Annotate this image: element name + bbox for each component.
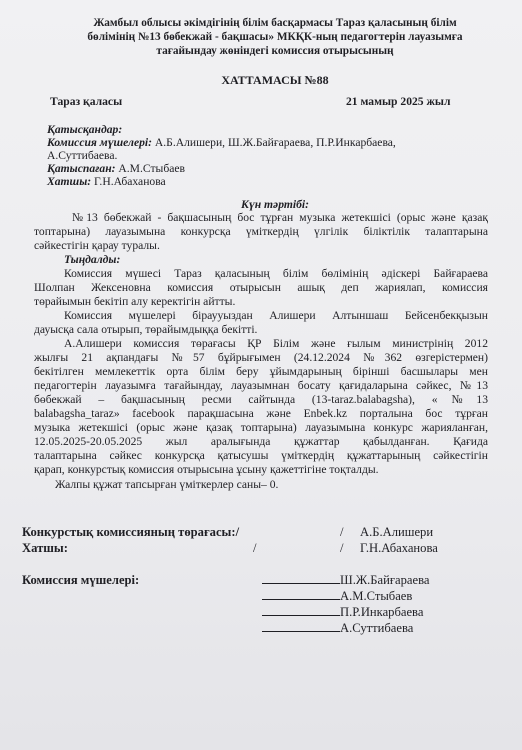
hearing-candidate-count: Жалпы құжат тапсырған үміткерлер саны– 0. xyxy=(55,478,279,491)
agenda-line-2: топтарына) лауазымына конкурсқа үміткердің үлгілік біліктілік талаптарына xyxy=(34,225,488,238)
protocol-title: ХАТТАМАСЫ №88 xyxy=(221,73,329,87)
hearing-p3-line-6: balabagsha_taraz» facebook парақшасына және Enbek.kz порталына бос тұрған xyxy=(34,407,488,420)
hearing-p3-line-7: музыка жетекшісі (орыс және қазақ топтарына) лауазымына конкурс жарияланған, xyxy=(34,421,488,434)
chair-slash: / xyxy=(340,525,344,539)
absent-label: Қатыспаған: xyxy=(47,162,116,175)
hearing-p3-line-3: бекітілген мемлекеттік орта білім беру ұйымдарының бірінші басшылары мен xyxy=(34,365,488,378)
secretary-line xyxy=(47,175,166,189)
chair-name: А.Б.Алишери xyxy=(360,525,434,539)
member-signature-row xyxy=(262,573,429,587)
member-name: А.Суттибаева xyxy=(340,621,414,635)
hearing-p3-line-8: 12.05.2025-20.05.2025 жыл аралығында құжаттар қабылданған. Қағида xyxy=(34,435,488,448)
header-line-2: бөлімінің №13 бөбекжай - бақшасы» МКҚК-ның педагогтерін лауазымға xyxy=(87,31,463,43)
member-name: А.М.Стыбаев xyxy=(340,589,413,603)
absent-line xyxy=(47,162,185,176)
header-line-1: Жамбыл облысы әкімдігінің білім басқармасы Тараз қаласының білім xyxy=(93,17,457,29)
secretary-slash-2: / xyxy=(340,541,344,555)
hearing-p2-line-2: дауысқа сала отырып, төрайымдыққа бекітті. xyxy=(34,323,258,336)
absent-value: А.М.Стыбаев xyxy=(115,162,185,175)
agenda-heading: Күн тәртібі: xyxy=(241,198,309,211)
hearing-p1-line-1: Комиссия мүшесі Тараз қаласының білім бөлімінің әдіскері Байғараева xyxy=(64,267,488,280)
hearing-p1-line-3: төрайымын бекітіп алу керектігін айтты. xyxy=(34,295,236,308)
members-value-cont: А.Суттибаева. xyxy=(47,149,118,162)
protocol-date: 21 мамыр 2025 жыл xyxy=(346,95,451,108)
header-line-3: тағайындау жөніндегі комиссия отырысының xyxy=(156,45,394,57)
secretary-sign-name: Г.Н.Абаханова xyxy=(360,541,438,555)
hearing-p2-line-1: Комиссия мүшелері біраууыздан Алишери Алтыншаш Бейсенбекқызын xyxy=(64,309,488,322)
signature-line xyxy=(262,621,340,632)
city: Тараз қаласы xyxy=(50,95,123,108)
chair-label: Конкурстық комиссияның төрағасы:/ xyxy=(22,525,240,539)
signature-line xyxy=(262,573,340,584)
members-label: Комиссия мүшелері: xyxy=(47,136,153,149)
member-signature-row xyxy=(262,589,412,603)
member-name: П.Р.Инкарбаева xyxy=(340,605,424,619)
hearing-heading: Тыңдалды: xyxy=(64,253,121,266)
hearing-p3-line-5: бөбекжай – бақшасының ресми сайтында (13-taraz.balabagsha), «№13 xyxy=(34,393,488,406)
member-signature-row xyxy=(262,621,413,635)
member-signature-row xyxy=(262,605,423,619)
hearing-p3-line-2: жылғы 21 ақпандағы №57 бұйрығымен (24.12.2024 №362 өзгерістермен) xyxy=(34,351,488,364)
members-value: А.Б.Алишери, Ш.Ж.Байғараева, П.Р.Инкарбаева, xyxy=(152,136,396,149)
secretary-sign-label: Хатшы: xyxy=(22,541,68,555)
hearing-p3-line-4: педагогтерін лауазымға тағайындау, лауазымнан босату қағидаларына сәйкес, №13 xyxy=(34,379,488,392)
agenda-line-1: №13 бөбекжай - бақшасының бос тұрған музыка жетекшісі (орыс және қазақ xyxy=(72,211,488,224)
member-name: Ш.Ж.Байғараева xyxy=(340,573,430,587)
commission-members-label: Комиссия мүшелері: xyxy=(22,573,140,587)
secretary-label: Хатшы: xyxy=(47,175,92,188)
hearing-p3-line-1: А.Алишери комиссия төрағасы ҚР Білім және ғылым министрінің 2012 xyxy=(64,337,488,350)
secretary-value: Г.Н.Абаханова xyxy=(91,175,166,188)
secretary-slash-1: / xyxy=(253,541,257,555)
participants-heading: Қатысқандар: xyxy=(47,123,123,136)
hearing-p3-line-9: талаптарына сәйкес конкурсқа қатысушы үміткердің құжаттарының сәйкестігін xyxy=(34,449,488,462)
hearing-p3-line-10: қарап, конкурстық комиссия отырысына ұсыну қажеттігіне тоқталды. xyxy=(34,463,379,476)
signature-line xyxy=(262,605,340,616)
hearing-p1-line-2: Шолпан Жексеновна комиссия отырысын ашық деп жариялап, комиссия xyxy=(34,281,488,294)
members-line xyxy=(47,136,396,150)
signature-line xyxy=(262,589,340,600)
agenda-line-3: сәйкестігін қарау туралы. xyxy=(34,239,160,252)
